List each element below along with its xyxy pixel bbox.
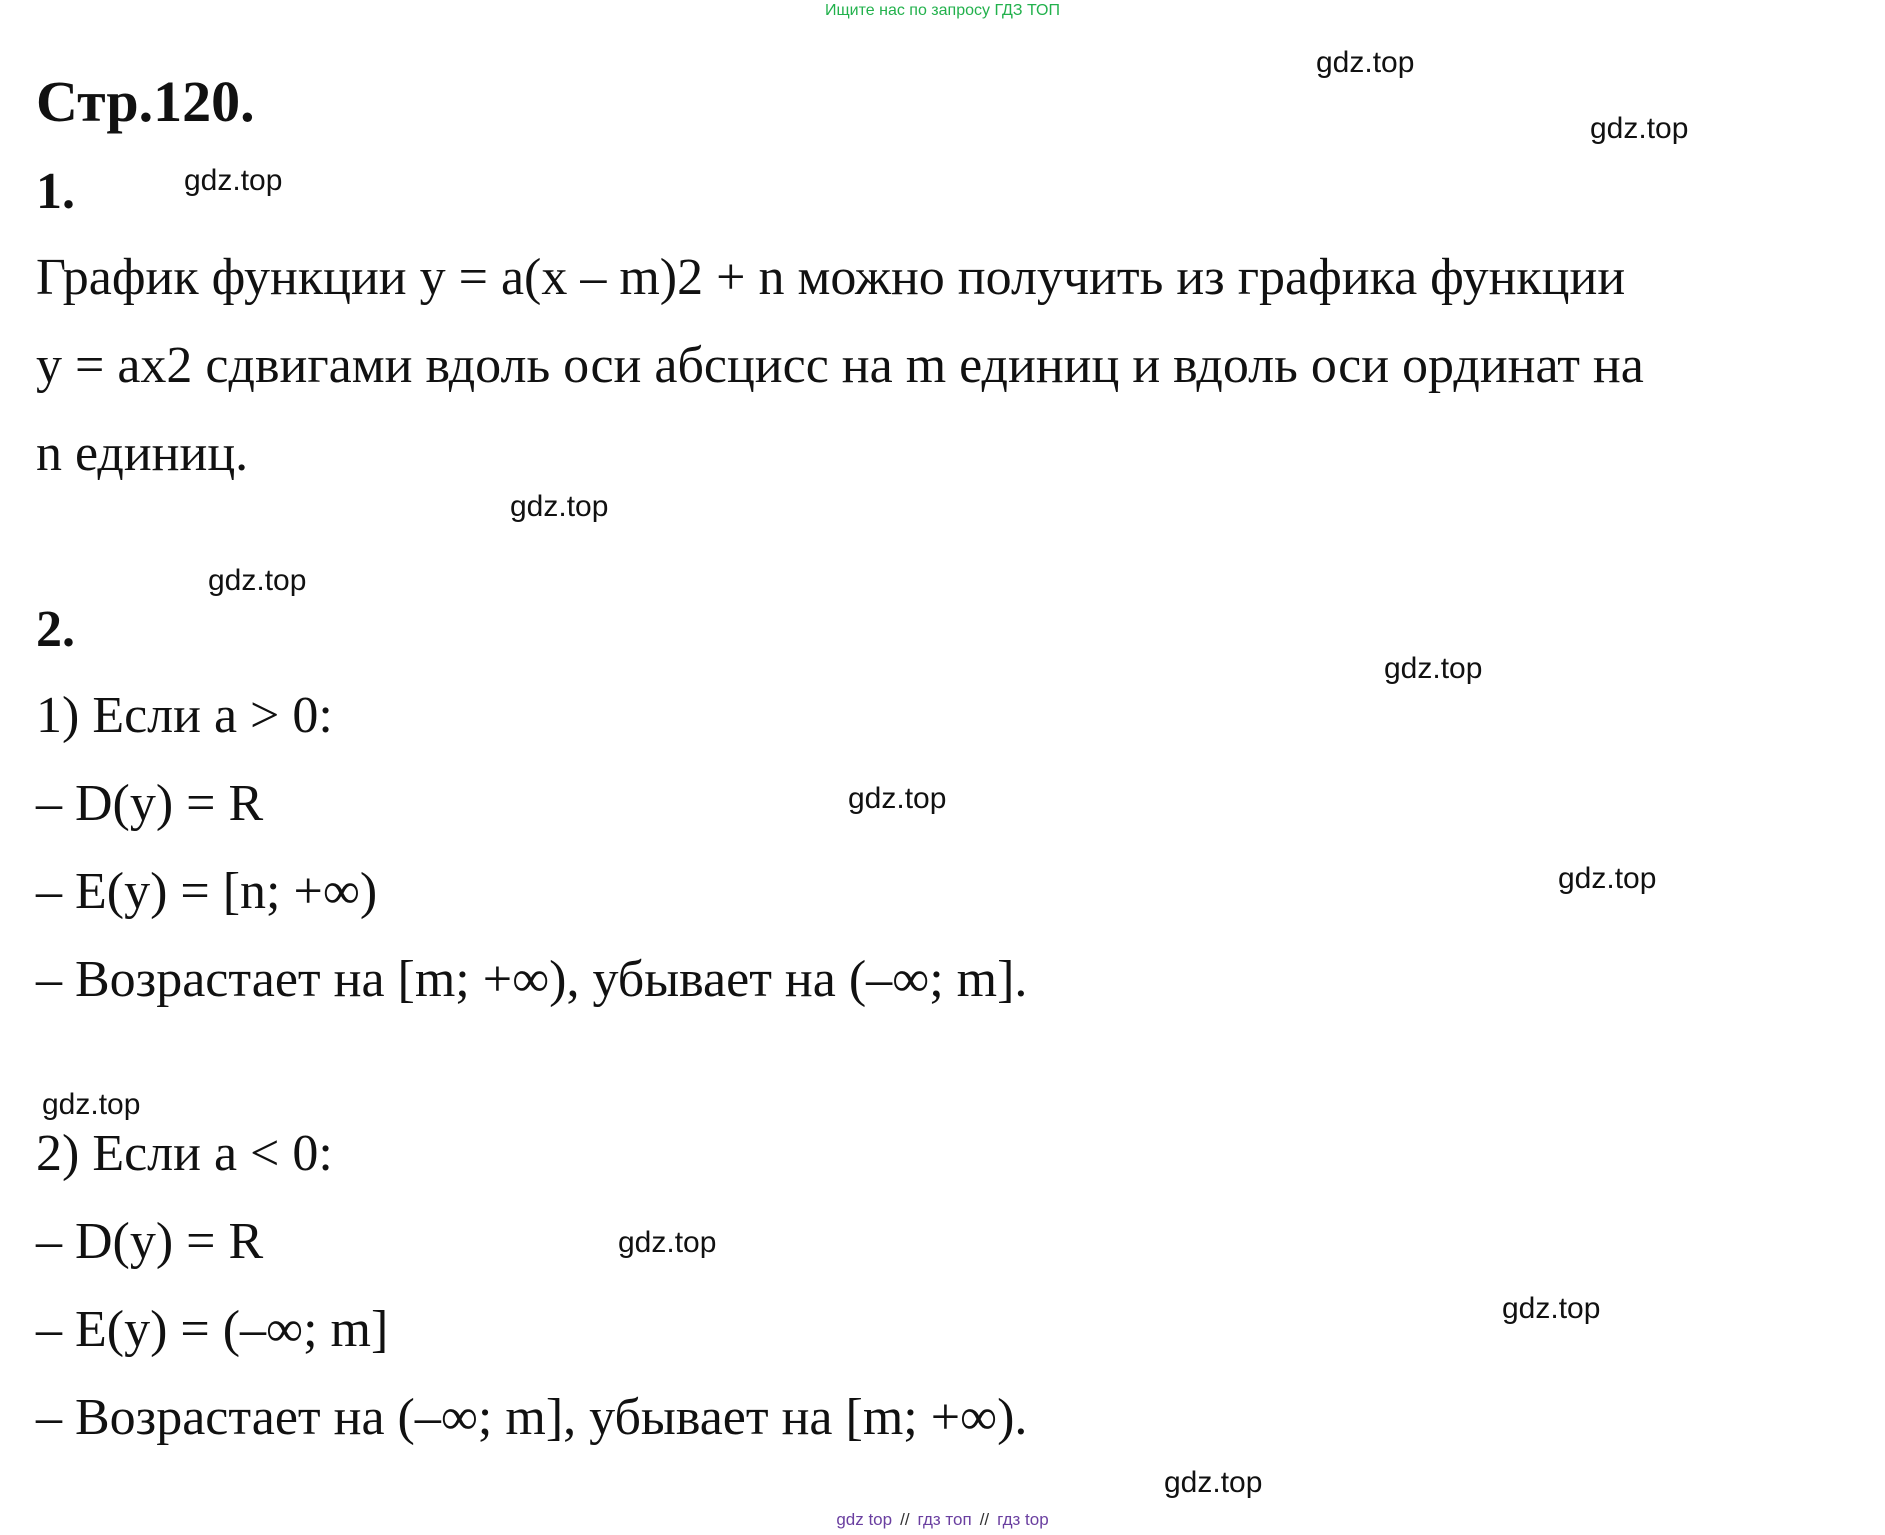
footer-link[interactable]: gdz top (836, 1510, 893, 1529)
watermark: gdz.top (1164, 1466, 1263, 1499)
footer-link[interactable]: гдз топ (917, 1510, 972, 1529)
footer-links (0, 1510, 1885, 1530)
case-1-monotonicity: – Возрастает на [m; +∞), убывает на (–∞; m]. (36, 951, 1028, 1008)
footer-link[interactable]: гдз top (997, 1510, 1049, 1529)
case-1-heading: 1) Если a > 0: (36, 687, 333, 744)
watermark: gdz.top (1590, 112, 1689, 145)
watermark: gdz.top (510, 490, 609, 523)
case-1-range: – E(y) = [n; +∞) (36, 863, 378, 920)
case-2-domain: – D(y) = R (36, 1213, 264, 1270)
task-1-line-3: n единиц. (36, 425, 249, 482)
task-1-line-2: y = ax2 сдвигами вдоль оси абсцисс на m единиц и вдоль оси ординат на (36, 337, 1644, 394)
watermark: gdz.top (42, 1088, 141, 1121)
page-title: Стр.120. (36, 69, 255, 134)
watermark: gdz.top (618, 1226, 717, 1259)
watermark: gdz.top (1558, 862, 1657, 895)
watermark: gdz.top (1316, 46, 1415, 79)
case-2-heading: 2) Если a < 0: (36, 1125, 333, 1182)
case-1-domain: – D(y) = R (36, 775, 264, 832)
task-1-line-1: График функции y = a(x – m)2 + n можно получить из графика функции (36, 249, 1626, 306)
case-2-range: – E(y) = (–∞; m] (36, 1301, 389, 1358)
task-1-number: 1. (36, 163, 75, 220)
watermark: gdz.top (848, 782, 947, 815)
case-2-monotonicity: – Возрастает на (–∞; m], убывает на [m; +∞). (36, 1389, 1028, 1446)
footer-separator: // (979, 1510, 990, 1529)
top-banner[interactable]: Ищите нас по запросу ГДЗ ТОП (825, 2, 1060, 19)
watermark: gdz.top (1502, 1292, 1601, 1325)
watermark: gdz.top (1384, 652, 1483, 685)
watermark: gdz.top (208, 564, 307, 597)
footer-separator: // (900, 1510, 910, 1529)
task-2-number: 2. (36, 601, 75, 658)
watermark: gdz.top (184, 164, 283, 197)
